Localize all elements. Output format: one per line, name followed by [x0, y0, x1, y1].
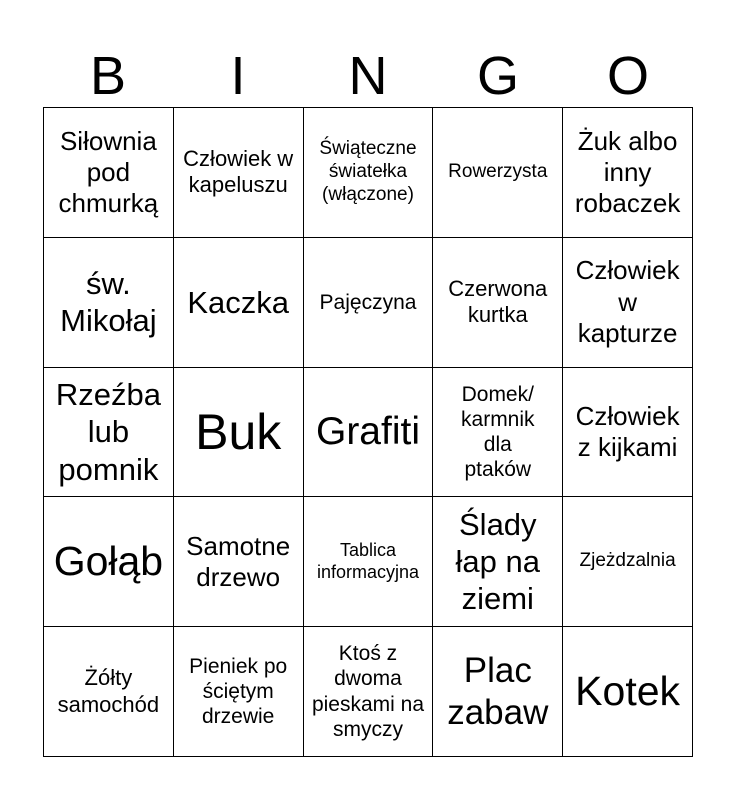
bingo-cell[interactable] [433, 238, 563, 368]
bingo-cell[interactable] [174, 627, 304, 757]
bingo-header [43, 44, 693, 108]
bingo-cell[interactable] [563, 238, 693, 368]
bingo-cell[interactable] [174, 497, 304, 627]
bingo-cell[interactable] [174, 368, 304, 498]
cell-label: Rzeźba lub pomnik [55, 377, 161, 487]
bingo-cell[interactable] [433, 497, 563, 627]
cell-label: Żółty samochód [57, 665, 160, 717]
cell-label: Żuk albo inny robaczek [574, 125, 681, 218]
cell-label: Plac zabaw [447, 650, 549, 732]
cell-label: Człowiek w kapeluszu [183, 146, 294, 198]
cell-label: Grafiti [315, 409, 420, 453]
cell-label: Buk [195, 403, 282, 460]
cell-label: Kotek [575, 668, 681, 714]
cell-label: Siłownia pod chmurką [58, 125, 159, 218]
cell-label: Samotne drzewo [186, 530, 291, 592]
cell-label: Rowerzysta [448, 161, 548, 182]
cell-label: Gołąb [53, 538, 164, 585]
cell-label: Człowiek w kapturze [575, 255, 680, 348]
bingo-cell[interactable] [44, 627, 174, 757]
bingo-cell[interactable] [304, 627, 434, 757]
bingo-cell[interactable] [44, 238, 174, 368]
cell-label: Ślady łap na ziemi [455, 507, 541, 617]
cell-label: Tablica informacyjna [316, 540, 419, 582]
bingo-cell[interactable] [44, 108, 174, 238]
bingo-cell[interactable] [304, 368, 434, 498]
cell-label: Kaczka [187, 284, 290, 320]
bingo-cell[interactable] [304, 497, 434, 627]
header-letter-b: B [89, 46, 127, 106]
header-letter-i: I [230, 46, 246, 106]
bingo-cell[interactable] [44, 368, 174, 498]
bingo-cell[interactable] [304, 108, 434, 238]
header-letter-o: O [606, 46, 649, 106]
cell-label: św. Mikołaj [60, 266, 157, 339]
cell-label: Czerwona kurtka [448, 275, 548, 328]
cell-label: Zjeżdzalnia [579, 550, 676, 572]
bingo-cell[interactable] [433, 627, 563, 757]
bingo-cell[interactable] [174, 238, 304, 368]
cell-label: Człowiek z kijkami [575, 400, 680, 462]
cell-label: Domek/ karmnik dla ptaków [461, 382, 535, 482]
header-letter-n: N [348, 46, 388, 106]
bingo-cell[interactable] [304, 238, 434, 368]
bingo-cell[interactable] [433, 368, 563, 498]
cell-label: Pajęczyna [319, 290, 417, 314]
bingo-cell[interactable] [563, 627, 693, 757]
bingo-cell[interactable] [563, 368, 693, 498]
bingo-cell[interactable] [563, 497, 693, 627]
cell-label: Świąteczne światełka (włączone) [319, 138, 417, 205]
cell-label: Ktoś z dwoma pieskami na smyczy [311, 642, 425, 741]
bingo-cell[interactable] [44, 497, 174, 627]
header-letter-g: G [476, 46, 519, 106]
bingo-cell[interactable] [563, 108, 693, 238]
bingo-cell[interactable] [174, 108, 304, 238]
bingo-cell[interactable] [433, 108, 563, 238]
bingo-grid [43, 107, 693, 757]
cell-label: Pieniek po ściętym drzewie [189, 654, 288, 729]
